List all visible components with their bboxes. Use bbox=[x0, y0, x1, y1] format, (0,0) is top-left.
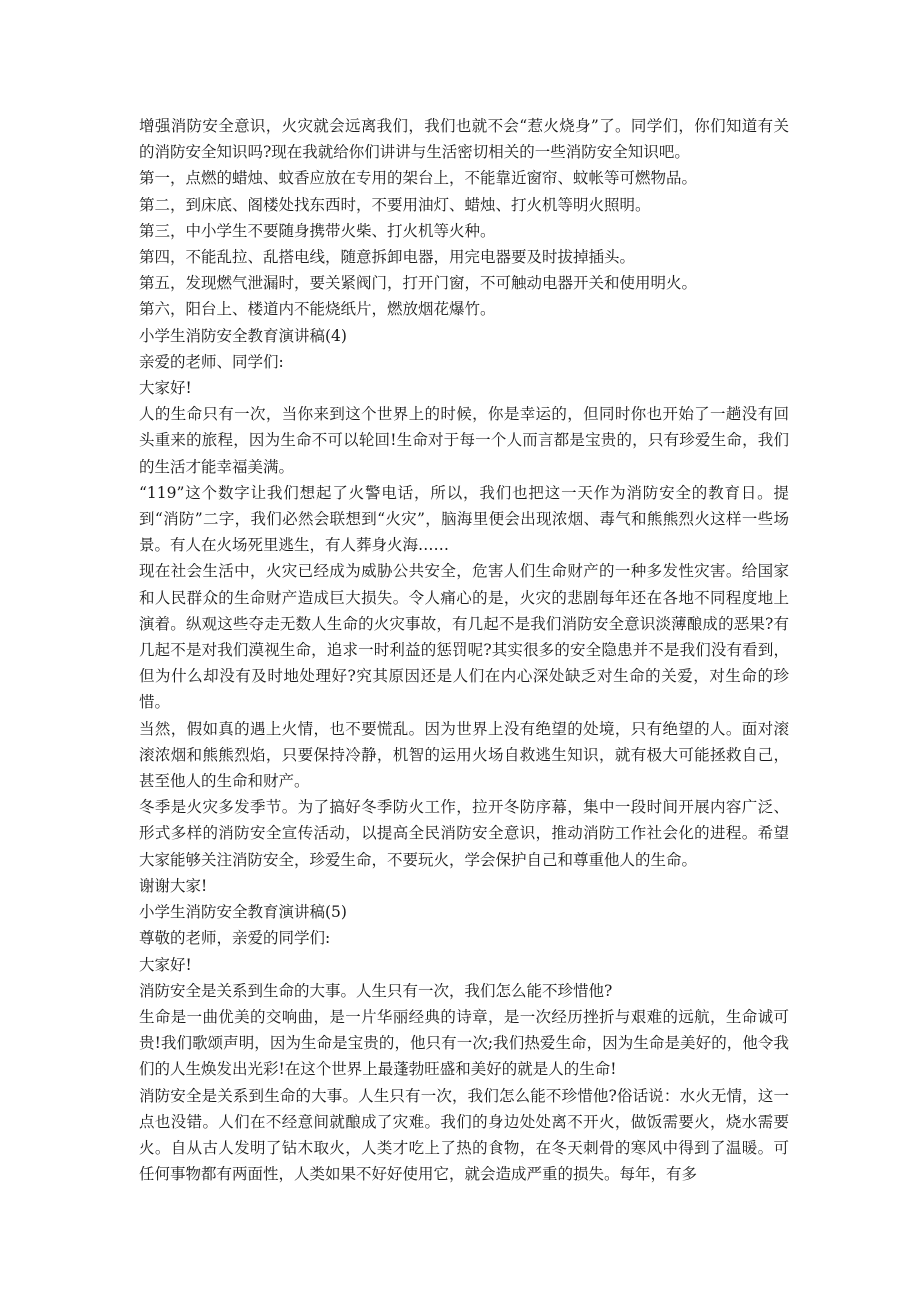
paragraph-fire-history: 消防安全是关系到生命的大事。人生只有一次，我们怎么能不珍惜他?俗话说：水火无情，这一点也没错。人们在不经意间就酿成了灾难。我们的身边处处离不开火，做饭需要火，烧水需要火。自从古人发明了钻木取火，人类才吃上了热的食物，在冬天刺骨的寒风中得到了温暖。可任何事物都有两面性，人类如果不好好使用它，就会造成严重的损失。每年，有多 bbox=[139, 1086, 789, 1184]
paragraph-rule-2: 第二，到床底、阁楼处找东西时，不要用油灯、蜡烛、打火机等明火照明。 bbox=[139, 195, 651, 214]
closing-thanks: 谢谢大家! bbox=[139, 876, 208, 895]
salutation: 亲爱的老师、同学们: bbox=[139, 352, 284, 371]
paragraph-symphony: 生命是一曲优美的交响曲，是一片华丽经典的诗章，是一次经历挫折与艰难的远航，生命诚可贵!我们歌颂声明，因为生命是宝贵的，他只有一次;我们热爱生命，因为生命是美好的，他令我们的人生焕发出光彩!在这个世界上最蓬勃旺盛和美好的就是人的生命! bbox=[139, 1007, 789, 1079]
paragraph-winter: 冬季是火灾多发季节。为了搞好冬季防火工作，拉开冬防序幕，集中一段时间开展内容广泛、形式多样的消防安全宣传活动，以提高全民消防安全意识，推动消防工作社会化的进程。希望大家能够关注消防安全，珍爱生命，不要玩火，学会保护自己和尊重他人的生命。 bbox=[139, 798, 789, 869]
paragraph-calm: 当然，假如真的遇上火情，也不要慌乱。因为世界上没有绝望的处境，只有绝望的人。面对滚滚浓烟和熊熊烈焰，只要保持冷静，机智的运用火场自救逃生知识，就有极大可能拯救自己，甚至他人的生命和财产。 bbox=[139, 719, 789, 791]
paragraph-intro: 增强消防安全意识，火灾就会远离我们，我们也就不会“惹火烧身”了。同学们，你们知道有关的消防安全知识吗?现在我就给你们讲讲与生活密切相关的一些消防安全知识吧。 bbox=[139, 117, 789, 162]
salutation-2: 尊敬的老师，亲爱的同学们: bbox=[139, 929, 331, 948]
paragraph-life: 人的生命只有一次，当你来到这个世界上的时候，你是幸运的，但同时你也开始了一趟没有回头重来的旅程，因为生命不可以轮回!生命对于每一个人而言都是宝贵的，只有珍爱生命，我们的生活才能幸福美满。 bbox=[139, 405, 789, 476]
paragraph-rule-6: 第六，阳台上、楼道内不能烧纸片，燃放烟花爆竹。 bbox=[139, 300, 496, 319]
paragraph-rule-5: 第五，发现燃气泄漏时，要关紧阀门，打开门窗，不可触动电器开关和使用明火。 bbox=[139, 274, 698, 293]
section-title-4: 小学生消防安全教育演讲稿(4) bbox=[139, 326, 347, 345]
greeting: 大家好! bbox=[139, 379, 192, 398]
section-title-5: 小学生消防安全教育演讲稿(5) bbox=[139, 903, 347, 922]
paragraph-rule-4: 第四，不能乱拉、乱搭电线，随意拆卸电器，用完电器要及时拔掉插头。 bbox=[139, 248, 636, 267]
paragraph-fire-safety: 消防安全是关系到生命的大事。人生只有一次，我们怎么能不珍惜他? bbox=[139, 981, 613, 1000]
paragraph-rule-3: 第三，中小学生不要随身携带火柴、打火机等火种。 bbox=[139, 221, 496, 240]
paragraph-society: 现在社会生活中，火灾已经成为威胁公共安全，危害人们生命财产的一种多发性灾害。给国家和人民群众的生命财产造成巨大损失。令人痛心的是，火灾的悲剧每年还在各地不同程度地上演着。纵观这些夺走无数人生命的火灾事故，有几起不是我们消防安全意识淡薄酿成的恶果?有几起不是对我们漠视生命，追求一时利益的惩罚呢?其实很多的安全隐患并不是我们没有看到，但为什么却没有及时地处理好?究其原因还是人们在内心深处缺乏对生命的关爱，对生命的珍惜。 bbox=[139, 562, 789, 712]
paragraph-119: “119”这个数字让我们想起了火警电话，所以，我们也把这一天作为消防安全的教育日。提到“消防”二字，我们必然会联想到“火灾”，脑海里便会出现浓烟、毒气和熊熊烈火这样一些场景。有人在火场死里逃生，有人葬身火海…… bbox=[139, 483, 789, 555]
paragraph-rule-1: 第一，点燃的蜡烛、蚊香应放在专用的架台上，不能靠近窗帘、蚊帐等可燃物品。 bbox=[139, 169, 698, 188]
greeting-2: 大家好! bbox=[139, 955, 192, 974]
document-body bbox=[139, 113, 789, 1187]
